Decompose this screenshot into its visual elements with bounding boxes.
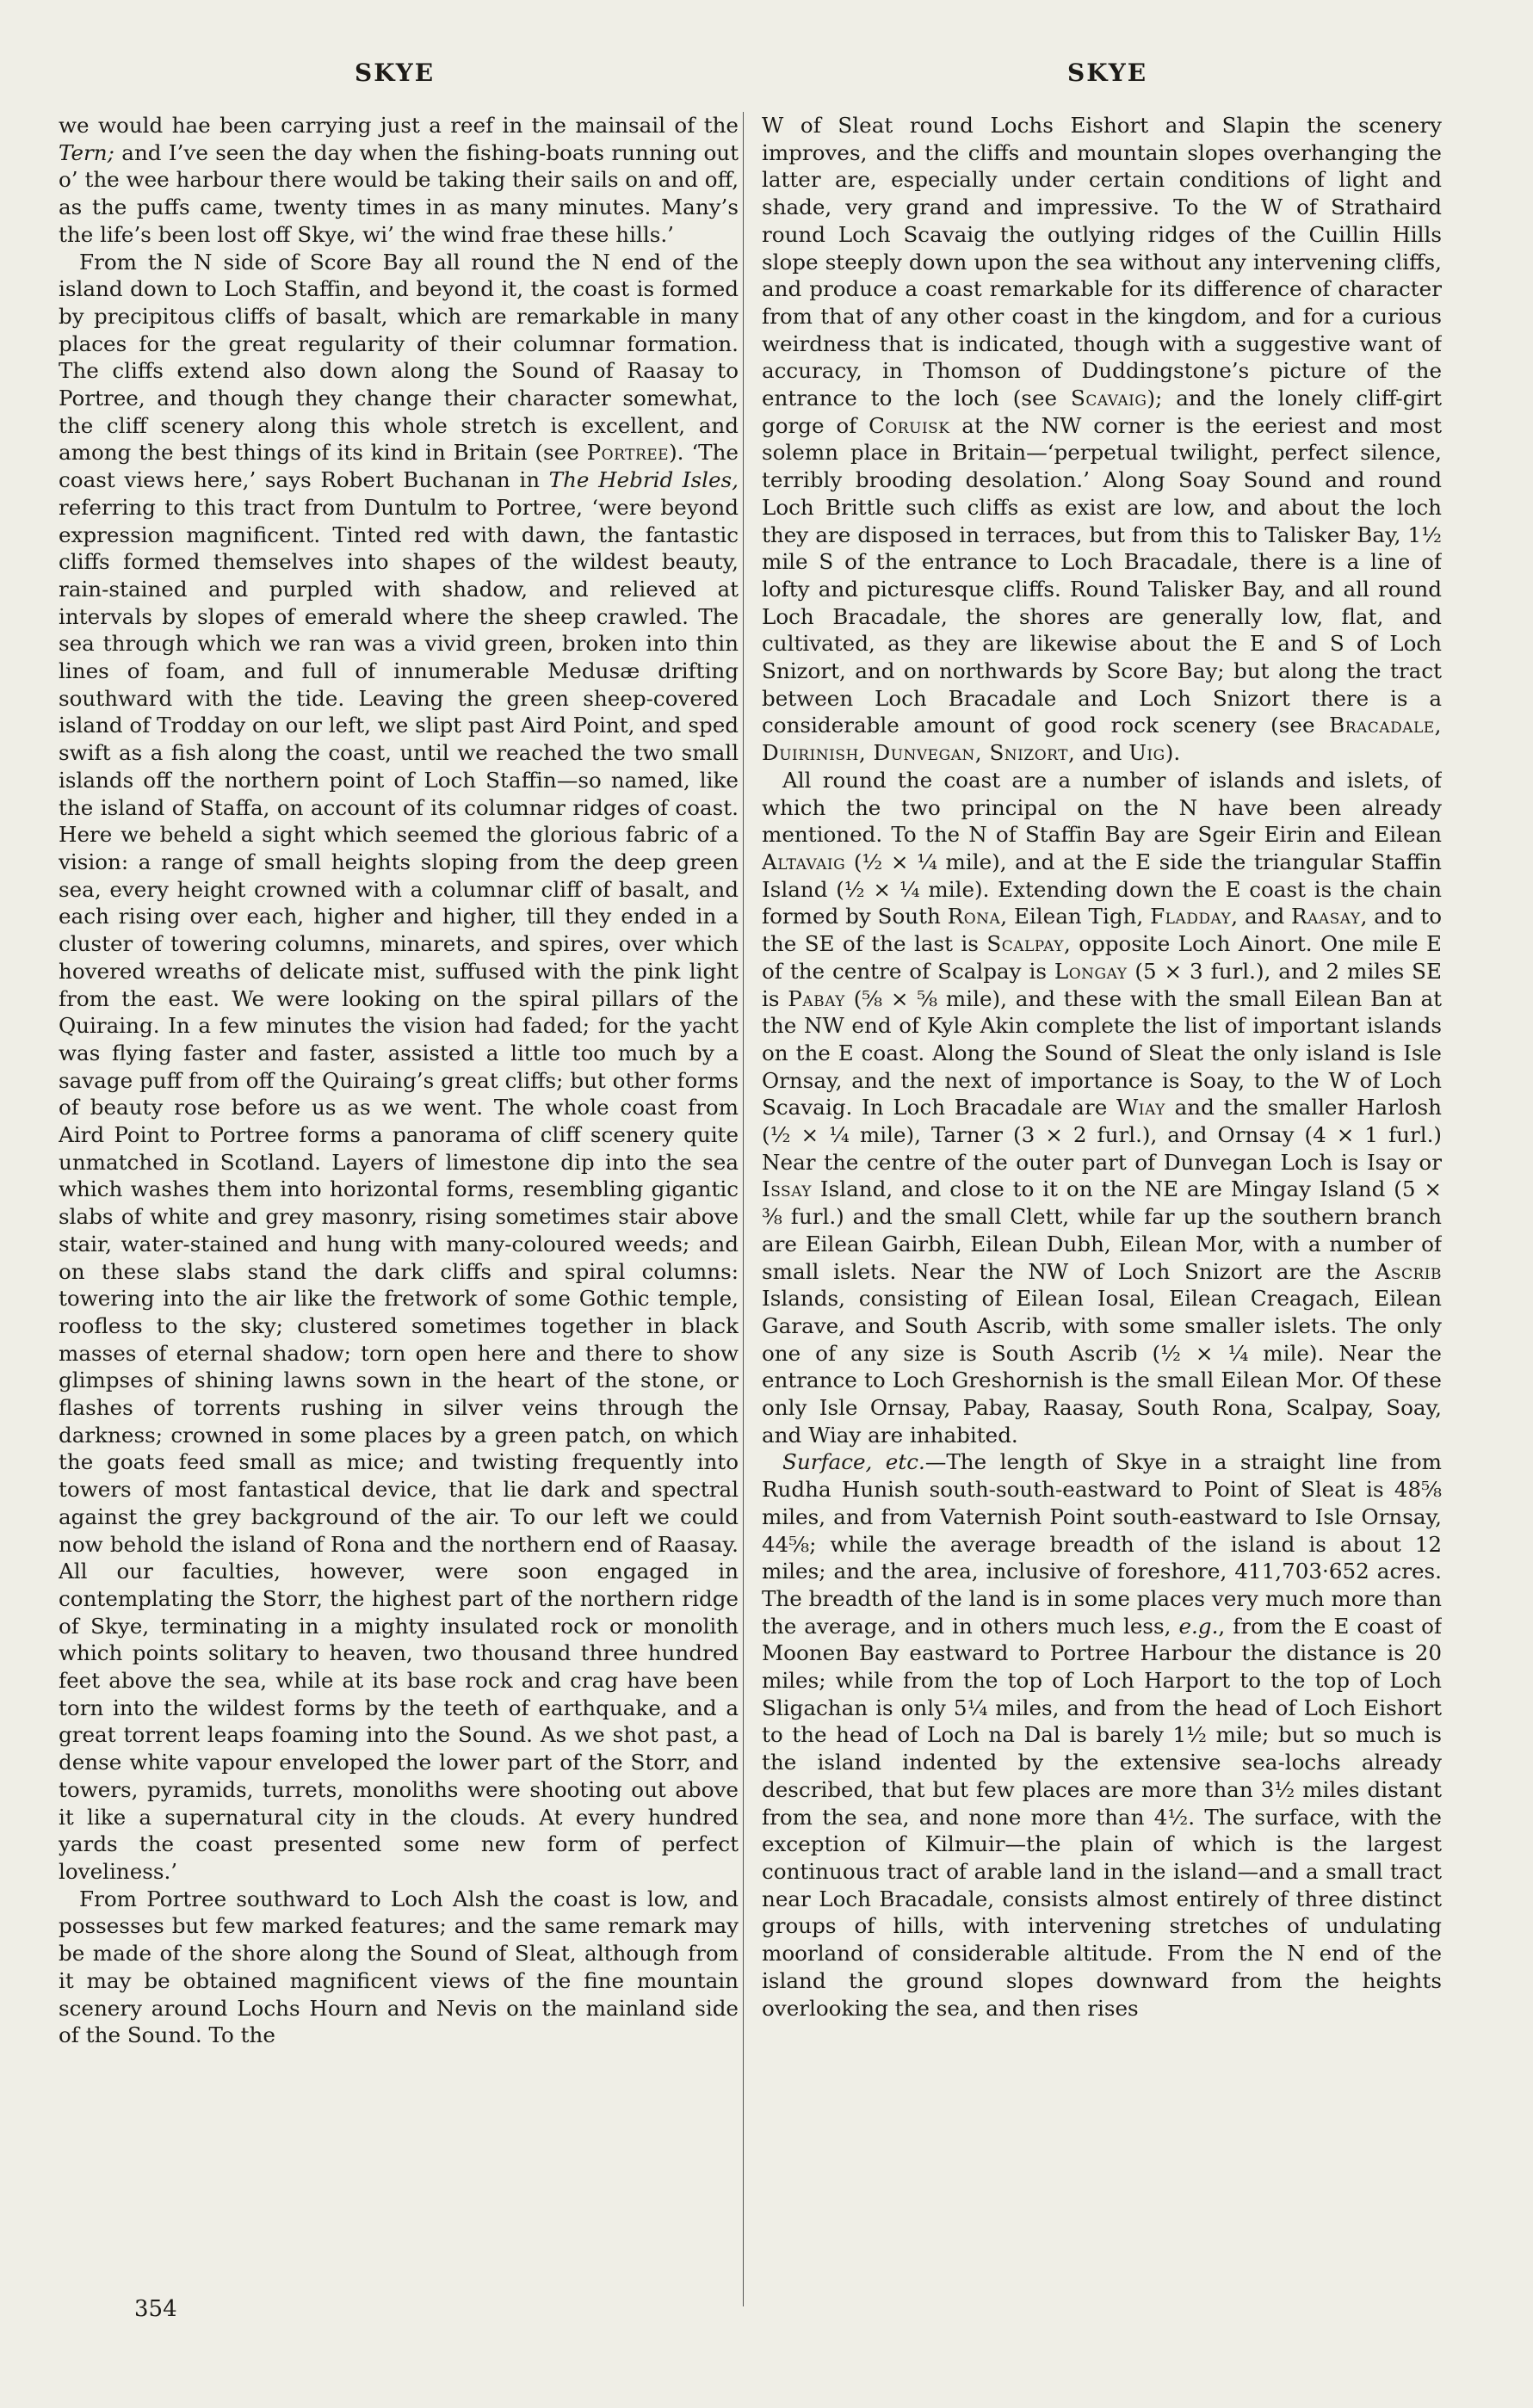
paragraph-continued bbox=[762, 112, 1442, 767]
text-run: ). bbox=[1165, 740, 1181, 766]
italic-text: e.g. bbox=[1178, 1613, 1219, 1639]
text-run: at the NW corner is the eeriest and most solemn place in Britain—‘perpetual twilight, perfect silence, terribly brooding desolation.’ Along Soay Sound and round Loch Brittle such cliffs as exist are low, and about the loch they are disposed in terraces, but from this to Talisker Bay, 1½ mile S of the entrance to Loch Bracadale, there is a line of lofty and picturesque cliffs. Round Talisker Bay, and all round Loch Bracadale, the shores are generally low, flat, and cultivated, as they are likewise about the E and S of Loch Snizort, and on northwards by Score Bay; but along the tract between Loch Bracadale and Loch Snizort there is a considerable amount of good rock scenery (see bbox=[762, 412, 1442, 738]
italic-text: Tern; bbox=[59, 139, 114, 165]
running-head-right: SKYE bbox=[1067, 59, 1148, 87]
text-run: and the smaller Harlosh (½ × ¼ mile), Tarner (3 × 2 furl.), and Ornsay (4 × 1 furl.) Near the centre of the outer part of Dunvegan Loch is Isay or bbox=[762, 1095, 1442, 1175]
small-caps-name: Fladday bbox=[1150, 904, 1232, 929]
small-caps-name: Raasay bbox=[1291, 904, 1361, 929]
text-run: , Eilean Tigh, bbox=[1000, 904, 1151, 929]
text-run: Islands, consisting of Eilean Iosal, Eilean Creagach, Eilean Garave, and South Ascrib, with some smaller islets. The only one of any size is South Ascrib (½ × ¼ mile). Near the entrance to Loch Greshornish is the small Eilean Mor. Of these only Isle Ornsay, Pabay, Raasay, South Rona, Scalpay, Soay, and Wiay are inhabited. bbox=[762, 1286, 1442, 1448]
text-run: referring to this tract from Duntulm to Portree, ‘were beyond expression magnificent. Tinted red with dawn, the fantastic cliffs formed themselves into shapes of the wildest beauty, rain-stained and purpled with shadow, and relieved at intervals by slopes of emerald where the sheep crawled. The sea through which we ran was a vivid green, broken into thin lines of foam, and full of innumerable Medusæ drifting southward with the tide. Leaving the green sheep-covered island of Trodday on our left, we slipt past Aird Point, and sped swift as a fish along the coast, until we reached the two small islands off the northern point of Loch Staffin—so named, like the island of Staffa, on account of its columnar ridges of coast. Here we beheld a sight which seemed the glorious fabric of a vision: a range of small heights sloping from the deep green sea, every height crowned with a columnar cliff of basalt, and each rising over each, higher and higher, till they ended in a cluster of towering columns, minarets, and spires, over which hovered wreaths of delicate mist, suffused with the pink light from the east. We were looking on the spiral pillars of the Quiraing. In a few minutes the vision had faded; for the yacht was flying faster and faster, assisted a little too much by a savage puff from off the Quiraing’s great cliffs; but other forms of beauty rose before us as we went. The whole coast from Aird Point to Portree forms a panorama of cliff scenery quite unmatched in Scotland. Layers of limestone dip into the sea which washes them into horizontal forms, resembling gigantic slabs of white and grey masonry, rising sometimes stair above stair, water-stained and hung with many-coloured weeds; and on these slabs stand the dark cliffs and spiral columns: towering into the air like the fretwork of some Gothic temple, roofless to the sky; clustered sometimes together in black masses of eternal shadow; torn open here and there to show glimpses of shining lawns sown in the heart of the stone, or flashes of torrents rushing in silver veins through the darkness; crowned in some places by a green patch, on which the goats feed small as mice; and twisting frequently into towers of most fantastical device, that lie dark and spectral against the grey background of the air. To our left we could now behold the island of Rona and the northern end of Raasay. All our faculties, however, were soon engaged in contemplating the Storr, the highest part of the northern ridge of Skye, terminating in a mighty insulated rock or monolith which points solitary to heaven, two thousand three hundred feet above the sea, while at its base rock and crag have been torn into the wildest forms by the teeth of earthquake, and a great torrent leaps foaming into the Sound. As we shot past, a dense white vapour enveloped the lower part of the Storr, and towers, pyramids, turrets, monoliths were shooting out above it like a supernatural city in the clouds. At every hundred yards the coast presented some new form of perfect loveliness.’ bbox=[59, 494, 739, 1884]
right-column bbox=[762, 112, 1442, 2289]
left-column bbox=[59, 112, 739, 2289]
text-run: ); and the lonely cliff-girt gorge of bbox=[762, 386, 1442, 438]
text-run: W of Sleat round Lochs Eishort and Slapin the scenery improves, and the cliffs and mountain slopes overhanging the latter are, especially under certain conditions of light and shade, very grand and impressive. To the W of Strathaird round Loch Scavaig the outlying ridges of the Cuillin Hills slope steeply down upon the sea without any intervening cliffs, and produce a coast remarkable for its difference of character from that of any other coast in the kingdom, and for a curious weirdness that is indicated, though with a suggestive want of accuracy, in Thomson of Duddingstone’s picture of the entrance to the loch (see bbox=[762, 113, 1442, 411]
text-run: , and to the SE of the last is bbox=[762, 904, 1442, 957]
paragraph bbox=[762, 1448, 1442, 2022]
small-caps-name: Coruisk bbox=[868, 412, 950, 438]
text-run: we would hae been carrying just a reef in the mainsail of the bbox=[59, 113, 739, 138]
text-run: From Portree southward to Loch Alsh the coast is low, and possesses but few marked features; and the same remark may be made of the shore along the Sound of Sleat, although from it may be obtained magnificent views of the fine mountain scenery around Lochs Hourn and Nevis on the mainland side of the Sound. To the bbox=[59, 1886, 739, 2048]
small-caps-name: Bracadale, Duirinish, Dunvegan, Snizort, bbox=[762, 713, 1442, 766]
text-run: , from the E coast of Moonen Bay eastward to Portree Harbour the distance is 20 miles; while from the top of Loch Harport to the top of Loch Sligachan is only 5¼ miles, and from the head of Loch Eishort to the head of Loch na Dal is barely 1½ mile; but so much is the island indented by the extensive sea-lochs already described, that but few places are more than 3½ miles distant from the sea, and none more than 4½. The surface, with the exception of Kilmuir—the plain of which is the largest continuous tract of arable land in the island—and a small tract near Loch Bracadale, consists almost entirely of three distinct groups of hills, with intervening stretches of undulating moorland of considerable altitude. From the N end of the island the ground slopes downward from the heights overlooking the sea, and then rises bbox=[762, 1613, 1442, 2021]
text-run: Island, and close to it on the NE are Mingay Island (5 × ⅜ furl.) and the small Clett, while far up the southern branch are Eilean Gairbh, Eilean Dubh, Eilean Mor, with a number of small islets. Near the NW of Loch Snizort are the bbox=[762, 1176, 1442, 1284]
small-caps-name: Ascrib bbox=[1375, 1258, 1442, 1284]
small-caps-name: Pabay bbox=[788, 985, 845, 1011]
small-caps-name: Wiay bbox=[1116, 1095, 1165, 1121]
italic-text: The Hebrid Isles, bbox=[548, 467, 739, 493]
text-run: and I’ve seen the day when the fishing-boats running out o’ the wee harbour there would be taking their sails on and off, as the puffs came, twenty times in as many minutes. Many’s the life’s been lost off Skye, wi’ the wind frae these hills.’ bbox=[59, 139, 739, 247]
text-run: (5 × 3 furl.), and 2 miles SE is bbox=[762, 958, 1442, 1011]
small-caps-name: Rona bbox=[947, 904, 1001, 929]
text-run: , and bbox=[1231, 904, 1292, 929]
small-caps-name: Issay bbox=[762, 1176, 813, 1202]
running-head-left: SKYE bbox=[355, 59, 436, 87]
small-caps-name: Uig bbox=[1128, 740, 1165, 766]
small-caps-name: Longay bbox=[1054, 958, 1128, 984]
text-run: , opposite Loch Ainort. One mile E of the centre of Scalpay is bbox=[762, 931, 1442, 984]
page-number: 354 bbox=[134, 2296, 177, 2322]
text-run: —The length of Skye in a straight line from Rudha Hunish south-south-eastward to Point of Sleat is 48⅝ miles, and from Vaternish Point south-eastward to Isle Ornsay, 44⅝; while the average breadth of the island is about 12 miles; and the area, inclusive of foreshore, 411,703·652 acres. The breadth of the land is in some places very much more than the average, and in others much less, bbox=[762, 1449, 1442, 1639]
small-caps-name: Scalpay bbox=[986, 931, 1064, 957]
text-run: (⅝ × ⅝ mile), and these with the small Eilean Ban at the NW end of Kyle Akin complete the list of important islands on the E coast. Along the Sound of Sleat the only island is Isle Ornsay, and the next of importance is Soay, to the W of Loch Scavaig. In Loch Bracadale are bbox=[762, 985, 1442, 1121]
text-run: ). ‘The coast views here,’ says Robert Buchanan in bbox=[59, 440, 739, 493]
text-run: All round the coast are a number of islands and islets, of which the two principal on the N have been already mentioned. To the N of Staffin Bay are Sgeir Eirin and Eilean bbox=[762, 767, 1442, 848]
text-run: From the N side of Score Bay all round the N end of the island down to Loch Staffin, and beyond it, the coast is formed by precipitous cliffs of basalt, which are remarkable in many places for the great regularity of their columnar formation. The cliffs extend also down along the Sound of Raasay to Portree, and though they change their character somewhat, the cliff scenery along this whole stretch is excellent, and among the best things of its kind in Britain (see bbox=[59, 249, 739, 466]
text-run: and bbox=[1075, 740, 1129, 766]
paragraph bbox=[59, 249, 739, 1886]
column-rule bbox=[743, 112, 744, 2306]
paragraph bbox=[59, 1886, 739, 2049]
small-caps-name: Scavaig bbox=[1070, 386, 1147, 411]
paragraph-continued bbox=[59, 112, 739, 249]
italic-text: Surface, etc. bbox=[782, 1449, 925, 1475]
small-caps-name: Altavaig bbox=[762, 849, 846, 874]
paragraph bbox=[762, 767, 1442, 1449]
text-run: (½ × ¼ mile), and at the E side the triangular Staffin Island (½ × ¼ mile). Extending down the E coast is the chain formed by South bbox=[762, 849, 1442, 929]
small-caps-name: Portree bbox=[586, 440, 670, 466]
